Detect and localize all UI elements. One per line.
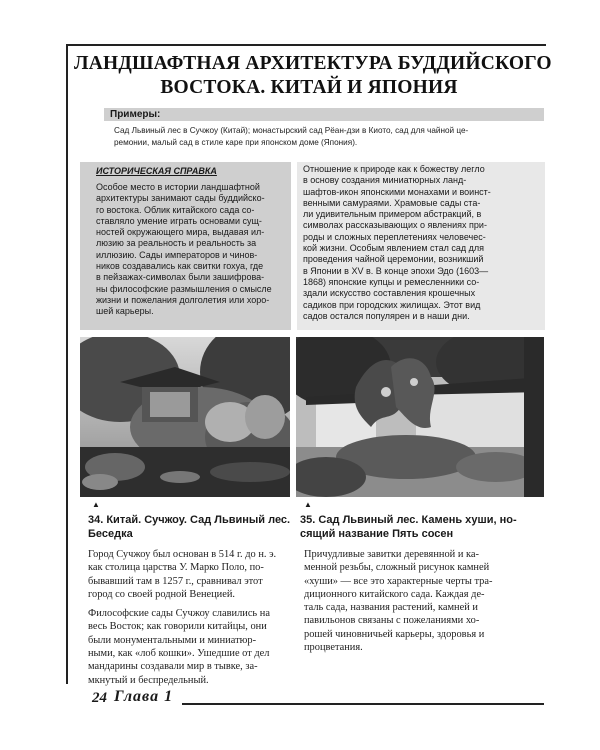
photo-rockery xyxy=(296,337,544,497)
photo-pavilion xyxy=(80,337,290,497)
text-line: в Японии в XV в. В конце эпохи Эдо (1603— xyxy=(303,265,489,276)
text-line: павильонов связаны с пожеланиями хо- xyxy=(304,615,480,627)
caption-line: 34. Китай. Сучжоу. Сад Львиный лес. xyxy=(88,514,291,526)
examples-line: Сад Львиный лес в Сучжоу (Китай); монастырский сад Рёан-дзи в Киото, сад для чайной це- xyxy=(114,126,469,135)
text-line: таль сада, названия растений, камней и xyxy=(304,602,478,614)
text-line: садиков при городских жилищах. Этот вид xyxy=(303,299,481,310)
text-line: Город Сучжоу был основан в 514 г. до н. э. xyxy=(88,549,277,560)
caret-up-icon: ▲ xyxy=(92,500,100,509)
text-line: Причудливые завитки деревянной и ка- xyxy=(304,549,479,560)
figure-caption-34 xyxy=(88,513,290,541)
text-line: здали искусство составления крошечных xyxy=(303,288,476,299)
text-line: город со своей родной Венецией. xyxy=(88,588,236,600)
text-line: садов остался популярен и в наши дни. xyxy=(303,310,470,321)
left-rule xyxy=(66,44,68,684)
text-line: проведения чайной церемонии, возникший xyxy=(303,254,484,265)
caption-line: сящий название Пять сосен xyxy=(300,528,454,540)
text-line: менной резьбы, сложный рисунок камней xyxy=(304,562,490,574)
text-line: венными самураями. Храмовые сады ста- xyxy=(303,197,481,208)
text-line: шей карьеры. xyxy=(96,306,154,317)
page-number: 24 xyxy=(92,690,107,706)
caption-line: 35. Сад Львиный лес. Камень хуши, но- xyxy=(300,514,517,526)
text-line: ными, как «лоб кошки». Ушедшие от дел xyxy=(88,648,270,660)
title-line-1: ЛАНДШАФТНАЯ АРХИТЕКТУРА БУДДИЙСКОГО xyxy=(74,53,552,74)
text-line: 1868) японские купцы и ремесленники со- xyxy=(303,276,480,287)
text-line: шафтов-икон японскими монахами и воинст- xyxy=(303,186,491,197)
examples-label: Примеры: xyxy=(104,108,544,121)
text-line: весь Восток; как говорили китайцы, они xyxy=(88,621,267,633)
body-text-left xyxy=(88,548,276,687)
text-line: рошей чиновничьей карьеры, здоровья и xyxy=(304,628,485,640)
reference-text-right xyxy=(303,164,541,322)
figure-caption-35 xyxy=(300,513,517,541)
text-line: процветания. xyxy=(304,642,363,654)
chapter-label: Глава 1 xyxy=(114,688,174,705)
text-line: ников создавались как свитки гохуа, где xyxy=(96,261,264,272)
text-line: го востока. Облик китайского сада со- xyxy=(96,204,255,215)
caret-up-icon: ▲ xyxy=(304,500,312,509)
text-line: были монументальными и миниатюр- xyxy=(88,634,257,646)
text-line: роды и сложных переплетениях человечес- xyxy=(303,231,486,242)
text-line: ли удивительным примером абстракций, в xyxy=(303,209,482,220)
text-line: как столица царства У. Марко Поло, по- xyxy=(88,562,264,574)
text-line: Отношение к природе как к божеству легло xyxy=(303,164,485,174)
top-rule xyxy=(66,44,546,46)
text-line: бывавший там в 1257 г., сравнивал этот xyxy=(88,575,263,587)
text-line: ностей окружающего мира, выдавая ил- xyxy=(96,227,265,238)
text-line: иллюзию. Сады императоров и чинов- xyxy=(96,249,258,260)
text-line: люзию за реальность и реальность за xyxy=(96,238,257,249)
title-line-2: ВОСТОКА. КИТАЙ И ЯПОНИЯ xyxy=(160,77,458,98)
text-line: в основу создания миниатюрных ланд- xyxy=(303,175,467,186)
text-line: «хуши» — все это характерные черты тра- xyxy=(304,575,493,587)
text-line: Философские сады Сучжоу славились на xyxy=(88,608,270,620)
text-line: символах рассказывающих о явлениях при- xyxy=(303,220,487,231)
text-line: мкнутый и беспредельный. xyxy=(88,674,209,686)
page-title xyxy=(74,52,552,100)
text-line: мандарины создавали мир в тывке, за- xyxy=(88,661,258,673)
reference-heading: ИСТОРИЧЕСКАЯ СПРАВКА xyxy=(96,166,217,176)
caption-line: Беседка xyxy=(88,528,133,540)
text-line: ны философские размышления о смысле xyxy=(96,283,272,294)
body-text-right xyxy=(304,548,492,654)
text-line: архитектуры занимают сады буддийско- xyxy=(96,193,265,204)
reference-text-left xyxy=(96,182,288,318)
text-line: ставляло умение играть основами сущ- xyxy=(96,215,262,226)
examples-text xyxy=(114,125,538,149)
text-line: диционного китайского сада. Каждая де- xyxy=(304,588,485,600)
text-line: жизни и пожелания долголетия или хоро- xyxy=(96,294,270,305)
text-line: в пейзажах-символах были зашифрова- xyxy=(96,272,265,283)
text-line: кой жизни. Особым явлением стал сад для xyxy=(303,243,484,254)
text-line: Особое место в истории ландшафтной xyxy=(96,182,260,192)
examples-line: ремонии, малый сад в стиле каре при японском доме (Япония). xyxy=(114,138,358,147)
